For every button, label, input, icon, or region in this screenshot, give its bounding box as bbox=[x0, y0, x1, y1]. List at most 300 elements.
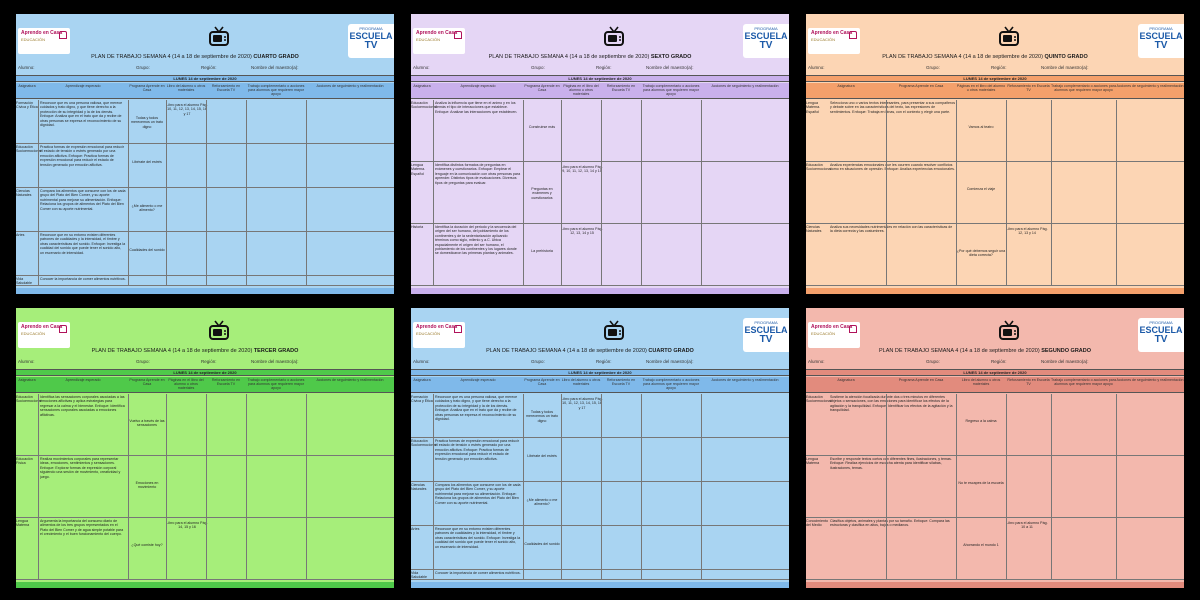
column-divider bbox=[956, 394, 957, 455]
region-label: Región: bbox=[596, 65, 612, 70]
column-divider bbox=[561, 224, 562, 285]
television-icon bbox=[209, 320, 229, 342]
row-subject: Lengua Materna. Español bbox=[806, 101, 821, 114]
column-divider bbox=[1006, 518, 1007, 579]
title-prefix: PLAN DE TRABAJO SEMANA 4 bbox=[486, 348, 566, 354]
title-dates: (14 a 18 de septiembre de 2020) bbox=[961, 54, 1045, 60]
logo-sub-text: EDUCACIÓN bbox=[416, 37, 441, 42]
row-subject: Educación Socioemocional bbox=[806, 163, 832, 172]
logo-brand-text: Aprendo en Casa bbox=[811, 324, 853, 330]
slide-panel-sexto[interactable] bbox=[411, 14, 789, 294]
logo-sub-text: EDUCACIÓN bbox=[416, 331, 441, 336]
column-divider bbox=[523, 394, 524, 437]
column-header: Aprendizaje esperado bbox=[460, 84, 496, 88]
title-dates: (14 a 18 de septiembre de 2020) bbox=[170, 348, 254, 354]
column-divider bbox=[166, 100, 167, 143]
column-divider bbox=[206, 518, 207, 579]
title-prefix: PLAN DE TRABAJO SEMANA 4 bbox=[91, 54, 171, 60]
row-book-pages: Libro para el alumno Pág. 12, 13, 14 y 15 bbox=[561, 227, 603, 236]
row-subject: Formación Cívica y Ética bbox=[411, 395, 433, 404]
table-header-row bbox=[411, 83, 789, 99]
column-header: Programa Aprende en Casa bbox=[524, 84, 560, 93]
column-divider bbox=[433, 224, 434, 285]
table-row bbox=[806, 518, 1184, 580]
grupo-label: Grupo: bbox=[531, 65, 545, 70]
logo-escuela-text: ESCUELA bbox=[349, 31, 393, 41]
slide-panel-cuarto-2[interactable] bbox=[411, 308, 789, 588]
column-divider bbox=[701, 438, 702, 481]
bottom-strip bbox=[16, 582, 394, 588]
house-icon bbox=[849, 31, 857, 39]
title-dates: (14 a 18 de septiembre de 2020) bbox=[958, 348, 1042, 354]
column-header: Reforzamiento en Escuela TV bbox=[211, 84, 241, 93]
column-divider bbox=[306, 144, 307, 187]
column-header: Páginas en el libro del alumno u otros materiales bbox=[168, 378, 204, 391]
plan-title bbox=[36, 348, 354, 354]
logo-sub-text: EDUCACIÓN bbox=[811, 331, 836, 336]
house-icon bbox=[849, 325, 857, 333]
table-row bbox=[16, 394, 394, 456]
column-divider bbox=[641, 394, 642, 437]
column-header: Páginas en el libro del alumno u otros materiales bbox=[956, 84, 1006, 93]
row-program-title: Cualidades del sonido bbox=[129, 248, 165, 252]
table-header-row bbox=[806, 83, 1184, 99]
column-divider bbox=[886, 518, 887, 579]
column-divider bbox=[701, 100, 702, 161]
television-icon bbox=[999, 320, 1019, 342]
row-subject: Lengua Materna bbox=[16, 519, 30, 528]
table-row bbox=[16, 144, 394, 188]
row-learning-text: Escribe y responde textos cortos con diferentes fines, ilustraciones, y temas. Enfoque: Realiza ejercicios de escucha atenta para identificar sílabas, ilustraciones, temas. bbox=[830, 457, 952, 470]
column-divider bbox=[38, 276, 39, 285]
column-divider bbox=[306, 232, 307, 275]
plan-meta-line bbox=[16, 65, 394, 73]
column-divider bbox=[1006, 100, 1007, 161]
alumno-label: Alumno: bbox=[413, 65, 430, 70]
grupo-label: Grupo: bbox=[136, 65, 150, 70]
logo-escuela-text: ESCUELA bbox=[744, 31, 788, 41]
table-header-row bbox=[16, 377, 394, 393]
column-divider bbox=[561, 162, 562, 223]
row-program-title: Todas y todos merecemos un trato digno bbox=[526, 410, 558, 423]
column-header: Acciones de seguimiento y realimentación bbox=[1116, 378, 1184, 382]
escuela-tv-logo bbox=[743, 24, 789, 58]
column-divider bbox=[1116, 518, 1117, 579]
row-program-title: Todas y todos merecemos un trato digno bbox=[131, 116, 163, 129]
logo-sub-text: EDUCACIÓN bbox=[21, 37, 46, 42]
column-divider bbox=[433, 438, 434, 481]
row-subject: Lengua Materna bbox=[806, 457, 820, 466]
date-header-bar: LUNES 14 de septiembre de 2020 bbox=[411, 369, 789, 376]
logo-program-text: PROGRAMA bbox=[754, 26, 778, 31]
table-body bbox=[806, 100, 1184, 288]
escuela-tv-logo bbox=[743, 318, 789, 352]
column-header: Aprendizaje esperado bbox=[460, 378, 496, 382]
teacher-label: Nombre del maestro(a): bbox=[646, 359, 694, 364]
aprendo-en-casa-logo bbox=[808, 28, 860, 54]
row-learning-text: Identifica la duración del periodo y la secuencia del origen del ser humano, del poblamiento de los continentes y de la sedentarización aplicando términos como siglo, milenio y a.C. Ubica espacialmente el origen del ser humano, el poblamiento de los continentes y los lugares donde se domesticaron las primeras plantas y animales. bbox=[435, 225, 517, 256]
table-row bbox=[411, 570, 789, 580]
column-divider bbox=[128, 232, 129, 275]
table-row bbox=[16, 188, 394, 232]
row-program-title: ¿Me alimento o me alimento? bbox=[526, 498, 558, 507]
column-divider bbox=[128, 100, 129, 143]
date-header-bar: LUNES 14 de septiembre de 2020 bbox=[16, 75, 394, 82]
column-divider bbox=[641, 482, 642, 525]
title-grade: CUARTO GRADO bbox=[648, 348, 694, 354]
slide-panel-segundo[interactable] bbox=[806, 308, 1184, 588]
column-header: Asignatura bbox=[18, 84, 36, 88]
column-divider bbox=[523, 526, 524, 569]
column-divider bbox=[523, 100, 524, 161]
column-divider bbox=[601, 100, 602, 161]
title-dates: (14 a 18 de septiembre de 2020) bbox=[567, 54, 651, 60]
column-header: Reforzamiento en Escuela TV bbox=[1007, 378, 1050, 387]
row-learning-text: Reconoce que es una persona valiosa, que merece cuidados y trato digno, y que tiene derecho a la protección de su integridad y la de los demás. Enfoque: Analiza que en el trato que da y recibe de otras personas se expresa el reconocimiento de su dignidad. bbox=[435, 395, 518, 422]
column-divider bbox=[306, 518, 307, 579]
column-divider bbox=[561, 526, 562, 569]
row-subject: Artes bbox=[16, 233, 25, 237]
row-learning-text: Practica formas de expresión emocional para reducir el estado de tensión o estrés generado por una emoción aflictiva. Enfoque: Practica formas de expresión emocional para reducir el estado de tensión generado por emoción aflictiva. bbox=[40, 145, 125, 167]
television-icon bbox=[604, 320, 624, 342]
table-row bbox=[411, 438, 789, 482]
column-divider bbox=[1116, 224, 1117, 285]
column-divider bbox=[956, 518, 957, 579]
column-divider bbox=[701, 224, 702, 285]
column-header: Programa Aprende en Casa bbox=[524, 378, 560, 387]
column-header: Reforzamiento en Escuela TV bbox=[211, 378, 241, 387]
column-header: Programa Aprende en Casa bbox=[898, 84, 944, 88]
column-divider bbox=[206, 394, 207, 455]
table-row bbox=[411, 100, 789, 162]
column-divider bbox=[128, 144, 129, 187]
column-divider bbox=[523, 570, 524, 579]
alumno-label: Alumno: bbox=[808, 359, 825, 364]
row-learning-text: Compara los alimentos que consume con los de cada grupo del Plato del Bien Comer, y su aporte nutrimental para mejorar su alimentación. Enfoque: Relaciona los grupos de alimentos del Plato del Bien Comer con su aporte nutrimental. bbox=[40, 189, 126, 211]
column-divider bbox=[523, 162, 524, 223]
title-prefix: PLAN DE TRABAJO SEMANA 4 bbox=[91, 348, 171, 354]
column-header: Trabajo complementario o acciones para alumnos que requieren mayor apoyo bbox=[247, 84, 305, 97]
row-program-title: Libérate del estrés bbox=[132, 160, 162, 164]
bottom-strip bbox=[806, 288, 1184, 294]
column-header: Libro del alumno u otros materiales bbox=[561, 378, 601, 387]
alumno-label: Alumno: bbox=[413, 359, 430, 364]
column-divider bbox=[128, 518, 129, 579]
column-divider bbox=[1006, 224, 1007, 285]
column-divider bbox=[246, 232, 247, 275]
bottom-strip bbox=[16, 288, 394, 294]
title-prefix: PLAN DE TRABAJO SEMANA 4 bbox=[878, 348, 959, 354]
column-divider bbox=[433, 162, 434, 223]
row-learning-text: Reconoce que es una persona valiosa, que merece cuidados y trato digno, y que tiene derecho a la protección de su integridad y la de los demás. Enfoque: Analiza que en el trato que da y recibe de otras personas se expresa el reconocimiento de su dignidad. bbox=[40, 101, 123, 128]
column-header: Asignatura bbox=[413, 84, 431, 88]
row-subject: Educación Socioemocional bbox=[806, 395, 832, 404]
title-prefix: PLAN DE TRABAJO SEMANA 4 bbox=[488, 54, 568, 60]
house-icon bbox=[454, 325, 462, 333]
column-divider bbox=[641, 570, 642, 579]
plan-meta-line bbox=[411, 359, 789, 367]
row-subject: Ciencias Naturales bbox=[16, 189, 32, 198]
row-subject: Lengua Materna. Español bbox=[411, 163, 426, 176]
teacher-label: Nombre del maestro(a): bbox=[1041, 359, 1089, 364]
aprendo-en-casa-logo bbox=[18, 28, 70, 54]
column-header: Acciones de seguimiento y realimentación bbox=[316, 378, 384, 382]
column-divider bbox=[306, 276, 307, 285]
column-divider bbox=[128, 188, 129, 231]
column-header: Trabajo complementario o acciones para alumnos que requieren mayor apoyo bbox=[642, 378, 700, 391]
region-label: Región: bbox=[991, 65, 1007, 70]
row-program-title: Emociones en movimiento bbox=[135, 481, 159, 490]
logo-tv-text: TV bbox=[759, 334, 773, 345]
plan-title bbox=[36, 54, 354, 60]
row-learning-text: Reconoce que en su entorno existen diferentes patrones de cualidades y la intensidad, el timbre y otras características del sonido. Enfoque: Investiga la cualidad del sonido que puede tener el sonido alto, un escenario de intensidad. bbox=[435, 527, 521, 549]
column-divider bbox=[1051, 224, 1052, 285]
row-program-title: ¿Me alimento o me alimento? bbox=[131, 204, 163, 213]
column-divider bbox=[601, 224, 602, 285]
logo-brand-text: Aprendo en Casa bbox=[21, 30, 63, 36]
column-divider bbox=[128, 394, 129, 455]
row-learning-text: Reconoce que en su entorno existen diferentes patrones de cualidades y la intensidad, el timbre y otras características del sonido. Enfoque: Investiga la cualidad del sonido que puede tener el sonido alto, un escenario de intensidad. bbox=[40, 233, 126, 255]
column-divider bbox=[38, 188, 39, 231]
column-divider bbox=[206, 188, 207, 231]
column-divider bbox=[1051, 394, 1052, 455]
title-prefix: PLAN DE TRABAJO SEMANA 4 bbox=[882, 54, 962, 60]
column-header: Reforzamiento en Escuela TV bbox=[606, 378, 636, 387]
region-label: Región: bbox=[991, 359, 1007, 364]
escuela-tv-logo bbox=[1138, 24, 1184, 58]
television-icon bbox=[209, 26, 229, 48]
row-subject: Educación Física bbox=[16, 457, 33, 466]
row-book-pages: Libro para el alumno Pág. 14, 15 y 16 bbox=[166, 521, 208, 530]
column-divider bbox=[246, 276, 247, 285]
row-book-pages: Libro para el alumno Pág. 10, 11, 12, 13, 14, 15, 16 y 17 bbox=[166, 103, 208, 116]
logo-brand-text: Aprendo en Casa bbox=[416, 324, 458, 330]
column-divider bbox=[246, 188, 247, 231]
teacher-label: Nombre del maestro(a): bbox=[251, 359, 299, 364]
row-subject: Artes bbox=[411, 527, 420, 531]
column-divider bbox=[206, 232, 207, 275]
row-program-title: Preguntas en exámenes y cuestionarios bbox=[531, 187, 553, 200]
teacher-label: Nombre del maestro(a): bbox=[251, 65, 299, 70]
grupo-label: Grupo: bbox=[136, 359, 150, 364]
column-divider bbox=[166, 276, 167, 285]
aprendo-en-casa-logo bbox=[808, 322, 860, 348]
row-learning-text: Identifica distintos formatos de preguntas en exámenes y cuestionarios. Enfoque: Emplear el lenguaje en la comunicación con otras personas para aprender. Distintos tipos de evaluaciones. Diversos tipos de preguntas para evaluar. bbox=[435, 163, 521, 185]
column-divider bbox=[561, 570, 562, 579]
row-subject: Ciencias Naturales bbox=[806, 225, 822, 234]
table-row bbox=[16, 518, 394, 580]
title-dates: (14 a 18 de septiembre de 2020) bbox=[565, 348, 649, 354]
logo-tv-text: TV bbox=[1154, 334, 1168, 345]
date-header-bar: LUNES 14 de septiembre de 2020 bbox=[806, 369, 1184, 376]
row-learning-text: Analiza sus necesidades nutrimentales en relación con las características de la dieta correcta y las costumbres. bbox=[830, 225, 953, 234]
row-subject: Vida Saludable bbox=[16, 277, 32, 286]
column-divider bbox=[38, 144, 39, 187]
table-row bbox=[16, 100, 394, 144]
column-divider bbox=[956, 162, 957, 223]
logo-escuela-text: ESCUELA bbox=[744, 325, 788, 335]
television-icon bbox=[999, 26, 1019, 48]
column-divider bbox=[246, 394, 247, 455]
column-header: Acciones de seguimiento y realimentación bbox=[711, 378, 779, 382]
logo-escuela-text: ESCUELA bbox=[1139, 31, 1183, 41]
column-divider bbox=[701, 526, 702, 569]
column-divider bbox=[166, 144, 167, 187]
row-program-title: Regreso a la calma bbox=[965, 419, 997, 423]
table-header-row bbox=[806, 377, 1184, 393]
column-divider bbox=[601, 438, 602, 481]
row-program-title: Vuelvo a través de las sensaciones bbox=[129, 419, 165, 428]
column-divider bbox=[128, 456, 129, 517]
column-divider bbox=[433, 394, 434, 437]
row-subject: Educación Socioemocional bbox=[16, 395, 42, 404]
logo-tv-text: TV bbox=[1154, 40, 1168, 51]
plan-title bbox=[826, 348, 1144, 354]
date-header-bar: LUNES 14 de septiembre de 2020 bbox=[806, 75, 1184, 82]
column-divider bbox=[166, 456, 167, 517]
column-divider bbox=[166, 518, 167, 579]
plan-title bbox=[431, 54, 749, 60]
table-body bbox=[16, 394, 394, 582]
row-program-title: Comienza el viaje bbox=[966, 187, 996, 191]
row-learning-text: Realiza movimientos corporales para representar ideas, emociones, sentimientos y sensaciones. Enfoque: Explorar formas de expresión corporal siguiendo una sesión de movimiento, creatividad y juego. bbox=[40, 457, 121, 479]
row-subject: Conocimiento del Medio bbox=[806, 519, 828, 528]
column-header: Reforzamiento en Escuela TV bbox=[1007, 84, 1050, 93]
column-divider bbox=[1116, 162, 1117, 223]
column-divider bbox=[1006, 394, 1007, 455]
logo-program-text: PROGRAMA bbox=[359, 26, 383, 31]
column-divider bbox=[886, 394, 887, 455]
column-divider bbox=[701, 482, 702, 525]
row-learning-text: Practica formas de expresión emocional para reducir el estado de tensión o estrés generado por una emoción aflictiva. Enfoque: Practica formas de expresión emocional para reducir el estado de tensión generado por emoción aflictiva. bbox=[435, 439, 520, 461]
column-divider bbox=[1051, 456, 1052, 517]
table-row bbox=[806, 224, 1184, 286]
logo-program-text: PROGRAMA bbox=[754, 320, 778, 325]
column-divider bbox=[886, 162, 887, 223]
row-book-pages: Libro para el alumno Pág. 12, 13 y 14 bbox=[1006, 227, 1048, 236]
title-dates: (14 a 18 de septiembre de 2020) bbox=[170, 54, 254, 60]
bottom-strip bbox=[411, 582, 789, 588]
column-divider bbox=[306, 188, 307, 231]
column-header: Programa Aprende en Casa bbox=[129, 84, 165, 93]
row-learning-text: Sostiene la atención focalizada durante dos o tres minutos en diferentes objetos o sensaciones, con las emociones para identificar los efectos de la agitación y la tranquilidad. Enfoque: Identificar los efectos de la agitación y la tranquilidad. bbox=[830, 395, 953, 413]
column-divider bbox=[246, 144, 247, 187]
logo-program-text: PROGRAMA bbox=[1149, 26, 1173, 31]
alumno-label: Alumno: bbox=[18, 65, 35, 70]
column-divider bbox=[206, 144, 207, 187]
column-divider bbox=[601, 526, 602, 569]
row-subject: Educación Socioemocional bbox=[411, 439, 437, 448]
column-header: Asignatura bbox=[837, 84, 855, 88]
table-row bbox=[806, 100, 1184, 162]
column-divider bbox=[523, 438, 524, 481]
column-divider bbox=[246, 100, 247, 143]
title-grade: CUARTO GRADO bbox=[253, 54, 299, 60]
region-label: Región: bbox=[201, 359, 217, 364]
title-grade: SEXTO GRADO bbox=[650, 54, 692, 60]
alumno-label: Alumno: bbox=[808, 65, 825, 70]
column-header: Trabajo complementario o acciones para alumnos que requieren mayor apoyo bbox=[1051, 84, 1116, 93]
title-grade: TERCER GRADO bbox=[253, 348, 299, 354]
row-book-pages: Libro para el alumno Pág. 9, 10, 11, 12, 13, 14 y 15 bbox=[561, 165, 603, 174]
table-row bbox=[411, 394, 789, 438]
bottom-strip bbox=[411, 288, 789, 294]
column-divider bbox=[956, 456, 957, 517]
teacher-label: Nombre del maestro(a): bbox=[1041, 65, 1089, 70]
table-row bbox=[411, 162, 789, 224]
plan-title bbox=[826, 54, 1144, 60]
column-divider bbox=[701, 570, 702, 579]
slide-panel-cuarto-1[interactable] bbox=[16, 14, 394, 294]
column-divider bbox=[306, 394, 307, 455]
table-row bbox=[16, 276, 394, 286]
column-divider bbox=[1051, 518, 1052, 579]
column-divider bbox=[956, 224, 957, 285]
column-divider bbox=[1006, 456, 1007, 517]
row-learning-text: Conocer la importancia de comer alimentos nutritivos. bbox=[40, 277, 126, 281]
date-header-bar: LUNES 14 de septiembre de 2020 bbox=[411, 75, 789, 82]
plan-meta-line bbox=[411, 65, 789, 73]
column-header: Libro del alumno u otros materiales bbox=[166, 84, 206, 93]
column-header: Páginas en el libro del alumno u otros materiales bbox=[563, 84, 599, 97]
slide-panel-quinto[interactable] bbox=[806, 14, 1184, 294]
row-subject: Vida Saludable bbox=[411, 571, 427, 580]
column-divider bbox=[38, 456, 39, 517]
column-divider bbox=[1051, 162, 1052, 223]
table-header-row bbox=[411, 377, 789, 393]
column-divider bbox=[641, 438, 642, 481]
bottom-strip bbox=[806, 582, 1184, 588]
column-header: Aprendizaje esperado bbox=[65, 84, 101, 88]
house-icon bbox=[454, 31, 462, 39]
column-divider bbox=[886, 224, 887, 285]
column-divider bbox=[206, 276, 207, 285]
row-learning-text: Selecciona uno o varios textos interesantes, para presentar a sus compañeros y debate sobre en las características del texto, las expresiones de sentimientos. Enfoque: Trabaja en binas, con el contexto y elegir una parte. bbox=[830, 101, 956, 114]
column-divider bbox=[641, 224, 642, 285]
date-header-bar: LUNES 14 de septiembre de 2020 bbox=[16, 369, 394, 376]
column-header: Acciones de seguimiento y realimentación bbox=[1116, 84, 1184, 88]
title-grade: QUINTO GRADO bbox=[1044, 54, 1088, 60]
column-divider bbox=[601, 482, 602, 525]
grupo-label: Grupo: bbox=[926, 359, 940, 364]
row-learning-text: Argumenta la importancia del consumo diario de alimentos de los tres grupos representados en el Plato del Bien Comer y de agua simple potable para el crecimiento y el buen funcionamiento del cuerpo. bbox=[40, 519, 124, 537]
row-learning-text: Analiza experiencias emocionales que les ocurren cuando resolver conflictos como en situaciones de opresión. Enfoque: Analiza experiencias emocionales. bbox=[830, 163, 955, 172]
aprendo-en-casa-logo bbox=[18, 322, 70, 348]
row-learning-text: Analiza la influencia que tiene en el animo y en los demás el tipo de interacciones que establece. Enfoque: Analizar las interacciones que establecen. bbox=[435, 101, 518, 114]
grupo-label: Grupo: bbox=[531, 359, 545, 364]
column-divider bbox=[561, 100, 562, 161]
logo-brand-text: Aprendo en Casa bbox=[21, 324, 63, 330]
column-divider bbox=[166, 188, 167, 231]
column-divider bbox=[306, 100, 307, 143]
slide-panel-tercero[interactable] bbox=[16, 308, 394, 588]
escuela-tv-logo bbox=[1138, 318, 1184, 352]
column-divider bbox=[886, 100, 887, 161]
column-divider bbox=[523, 482, 524, 525]
row-program-title: Libérate del estrés bbox=[527, 454, 557, 458]
table-row bbox=[16, 232, 394, 276]
row-subject: Educación Socioemocional bbox=[411, 101, 437, 110]
column-header: Reforzamiento en Escuela TV bbox=[606, 84, 636, 93]
column-divider bbox=[561, 438, 562, 481]
logo-escuela-text: ESCUELA bbox=[1139, 325, 1183, 335]
house-icon bbox=[59, 31, 67, 39]
column-divider bbox=[246, 518, 247, 579]
row-program-title: La prehistoria bbox=[531, 249, 553, 253]
column-divider bbox=[601, 570, 602, 579]
row-subject: Formación Cívica y Ética bbox=[16, 101, 38, 110]
plan-meta-line bbox=[806, 359, 1184, 367]
